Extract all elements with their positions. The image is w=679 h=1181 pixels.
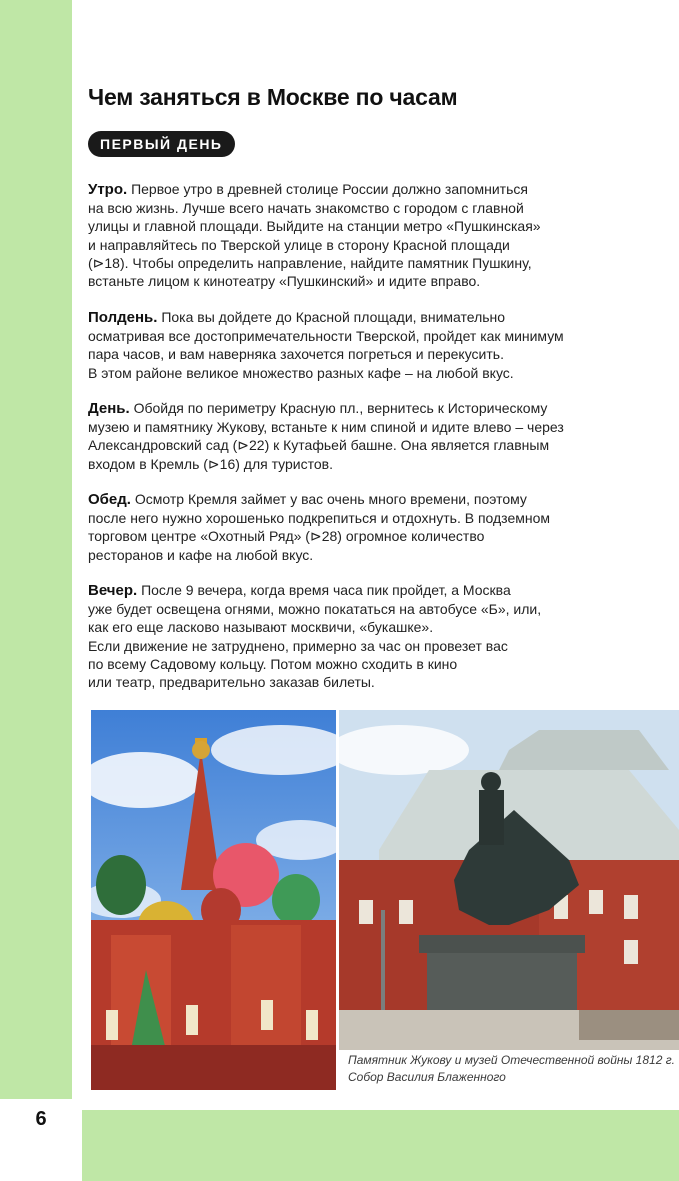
section-heading: День. [88,400,130,417]
section-line: Если движение не затруднено, примерно за час он провезет вас [88,637,508,654]
section-line: или театр, предварительно заказав билеты. [88,674,375,691]
page-number: 6 [35,1108,47,1130]
left-green-margin [0,0,72,1099]
photo-zhukov-monument [339,710,679,1090]
section-line: осматривая все достопримечательности Тверской, пройдет как минимум [88,328,564,345]
section-evening [88,581,618,691]
section-line: Обед. Осмотр Кремля займет у вас очень много времени, поэтому [88,491,527,508]
section-line: как его еще ласково называют москвичи, «букашке». [88,619,434,636]
day-badge: ПЕРВЫЙ ДЕНЬ [88,131,235,157]
section-line: Полдень. Пока вы дойдете до Красной площади, внимательно [88,309,506,326]
section-line: уже будет освещена огнями, можно покататься на автобусе «Б», или, [88,601,542,618]
section-line: по всему Садовому кольцу. Потом можно сходить в кино [88,655,458,672]
section-line: улицы и главной площади. Выйдите на станции метро «Пушкинская» [88,218,541,235]
section-heading: Вечер. [88,582,138,599]
section-line: торговом центре «Охотный Ряд» (⊳28) огромное количество [88,528,485,545]
section-line: пара часов, и вам наверняка захочется погреться и перекусить. [88,346,504,363]
bottom-green-band [82,1110,679,1181]
section-heading: Утро. [88,181,128,198]
section-line: (⊳18). Чтобы определить направление, найдите памятник Пушкину, [88,254,532,271]
photo-st-basils-cathedral [91,710,336,1090]
section-line: Вечер. После 9 вечера, когда время часа пик пройдет, а Москва [88,582,511,599]
section-heading: Обед. [88,491,131,508]
page-title: Чем заняться в Москве по часам [88,84,458,110]
section-line: входом в Кремль (⊳16) для туристов. [88,455,333,472]
caption-line: Собор Василия Блаженного [348,1070,506,1084]
section-heading: Полдень. [88,309,158,326]
section-line: В этом районе великое множество разных кафе – на любой вкус. [88,364,514,381]
section-line: ресторанов и кафе на любой вкус. [88,546,314,563]
section-noon [88,308,618,382]
photo-caption [348,1052,675,1086]
section-line: встаньте лицом к кинотеатру «Пушкинский» и идите вправо. [88,273,481,290]
section-line: музею и памятнику Жукову, встаньте к ним спиной и идите влево – через [88,419,564,436]
caption-line: Памятник Жукову и музей Отечественной войны 1812 г. [348,1053,675,1067]
section-line: День. Обойдя по периметру Красную пл., вернитесь к Историческому [88,400,548,417]
section-line: и направляйтесь по Тверской улице в сторону Красной площади [88,236,510,253]
section-line: Александровский сад (⊳22) к Кутафьей башне. Она является главным [88,437,550,454]
section-line: Утро. Первое утро в древней столице России должно запомниться [88,181,528,198]
section-lunch [88,490,618,564]
section-line: после него нужно хорошенько подкрепиться и отдохнуть. В подземном [88,510,550,527]
section-line: на всю жизнь. Лучше всего начать знакомство с городом с главной [88,200,524,217]
section-day [88,399,618,473]
section-morning [88,180,618,290]
